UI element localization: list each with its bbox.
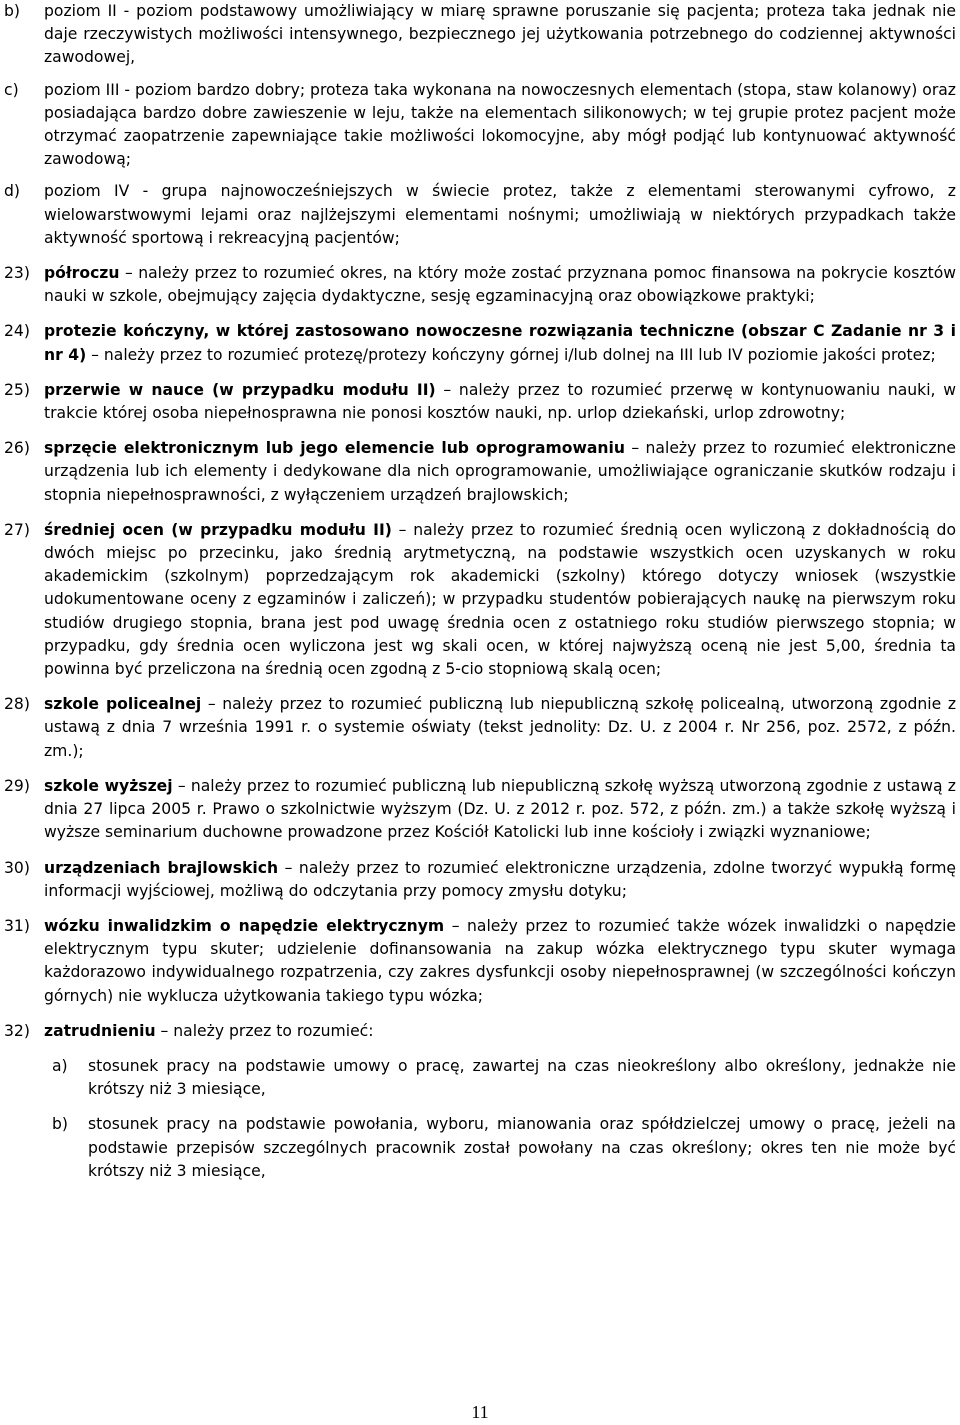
list-item <box>4 0 956 70</box>
definition-text: poziom II - poziom podstawowy umożliwiający w miarę sprawne poruszanie się pacjenta; proteza taka jednak nie daje rzeczywistych możliwości intensywnego, bezpiecznego jej użytkowania potrzebnego do codziennej aktywności zawodowej, <box>44 2 956 67</box>
defined-term: szkole wyższej <box>44 776 173 795</box>
list-item <box>4 79 956 172</box>
list-item <box>4 180 956 250</box>
list-item-number: 24) <box>4 322 30 341</box>
defined-term: protezie kończyny, w której zastosowano nowoczesne rozwiązania techniczne (obszar C Zadanie nr 3 i nr 4) <box>44 322 956 364</box>
list-item <box>4 519 956 681</box>
definition-list <box>4 0 956 1183</box>
list-item-number: 30) <box>4 858 30 877</box>
definition-text: poziom III - poziom bardzo dobry; proteza taka wykonana na nowoczesnych elementach (stopa, staw kolanowy) oraz posiadająca bardzo dobre zawieszenie w leju, także na elementach silikonowych; w tej grupie protez pacjent może otrzymać zaopatrzenie zapewniające takie możliwości lokomocyjne, aby mógł podjąć lub kontynuować aktywność zawodową; <box>44 80 956 169</box>
list-item-number: c) <box>4 80 19 99</box>
defined-term: zatrudnieniu <box>44 1021 156 1040</box>
page-number: 11 <box>471 1402 489 1422</box>
list-item-text <box>44 379 956 425</box>
definition-text: – należy przez to rozumieć publiczną lub niepubliczną szkołę policealną, utworzoną zgodnie z ustawą z dnia 7 września 1991 r. o systemie oświaty (tekst jednolity: Dz. U. z 2004 r. Nr 256, poz. 2572, z późn. zm.); <box>44 695 956 760</box>
list-item-text <box>44 180 956 250</box>
list-item-number: d) <box>4 182 20 201</box>
list-item-text <box>44 320 956 366</box>
list-item-text <box>44 519 956 681</box>
list-item-number: b) <box>4 2 20 20</box>
list-item <box>4 379 956 425</box>
list-item <box>4 437 956 507</box>
definition-text: stosunek pracy na podstawie powołania, wyboru, mianowania oraz spółdzielczej umowy o pracę, jeżeli na podstawie przepisów szczególnych pracownik został powołany na czas określony; okres ten nie może być krótszy niż 3 miesiące, <box>88 1115 956 1180</box>
definition-text: – należy przez to rozumieć elektroniczne urządzenia lub ich elementy i dedykowane dla nich oprogramowanie, umożliwiające ograniczanie skutków rodzaju i stopnia niepełnosprawności, z wyłączeniem urządzeń brajlowskich; <box>44 439 956 504</box>
defined-term: szkole policealnej <box>44 695 202 714</box>
list-item-number: 28) <box>4 695 30 714</box>
list-item-number: 26) <box>4 439 30 458</box>
defined-term: przerwie w nauce (w przypadku modułu II) <box>44 380 436 399</box>
list-item <box>4 320 956 366</box>
defined-term: półroczu <box>44 264 120 283</box>
list-item-text <box>44 693 956 763</box>
list-item-text <box>44 79 956 172</box>
list-item-number: 23) <box>4 264 30 283</box>
defined-term: urządzeniach brajlowskich <box>44 858 279 877</box>
definition-text: – należy przez to rozumieć średnią ocen wyliczoną z dokładnością do dwóch miejsc po przecinku, jako średnią arytmetyczną, na podstawie wszystkich ocen uzyskanych w roku akademickim (szkolnym) poprzedzającym rok akademicki (szkolny) którego dotyczy wniosek (wszystkie udokumentowane oceny z egzaminów i zaliczeń); w przypadku studentów pobierających naukę na pierwszym roku studiów drugiego stopnia, brana jest pod uwagę średnia ocen z ostatniego roku studiów pierwszego stopnia; w przypadku, gdy średnia ocen wyliczona jest wg skali ocen, w której najwyższą oceną nie jest 5,00, średnia ta powinna być przeliczona na średnią ocen zgodną z 5-cio stopniową skalą ocen; <box>44 520 956 679</box>
defined-term: średniej ocen (w przypadku modułu II) <box>44 520 392 539</box>
defined-term: wózku inwalidzkim o napędzie elektrycznym <box>44 916 445 935</box>
list-item-number: 32) <box>4 1021 30 1040</box>
list-item-number: 25) <box>4 380 30 399</box>
defined-term: sprzęcie elektronicznym lub jego elemencie lub oprogramowaniu <box>44 439 625 458</box>
definition-text: poziom IV - grupa najnowocześniejszych w świecie protez, także z elementami sterowanymi cyfrowo, z wielowarstwowymi lejami oraz najlżejszymi elementami nośnymi; umożliwiają w niektórych przypadkach także aktywność sportową i rekreacyjną pacjentów; <box>44 182 956 247</box>
list-item-text <box>44 0 956 70</box>
list-item-text <box>44 437 956 507</box>
list-item <box>4 262 956 308</box>
list-item-number: 29) <box>4 776 30 795</box>
list-item-text <box>44 857 956 903</box>
list-item-text <box>44 1020 956 1043</box>
definition-text: – należy przez to rozumieć protezę/protezy kończyny górnej i/lub dolnej na III lub IV poziomie jakości protez; <box>86 345 936 364</box>
definition-text: – należy przez to rozumieć elektroniczne urządzenia, zdolne tworzyć wypukłą formę informacji wyjściowej, możliwą do odczytania przy pomocy zmysłu dotyku; <box>44 858 956 900</box>
list-item-text <box>88 1113 956 1183</box>
list-item-number: b) <box>52 1115 68 1134</box>
list-item <box>4 775 956 845</box>
list-item-text <box>88 1055 956 1101</box>
sub-list-item <box>4 1055 956 1101</box>
definition-text: – należy przez to rozumieć publiczną lub niepubliczną szkołę wyższą utworzoną zgodnie z ustawą z dnia 27 lipca 2005 r. Prawo o szkolnictwie wyższym (Dz. U. z 2012 r. poz. 572, z późn. zm.) a także szkołę wyższą i wyższe seminarium duchowne prowadzone przez Kościół Katolicki lub inne kościoły i związki wyznaniowe; <box>44 776 956 842</box>
definition-text: – należy przez to rozumieć także wózek inwalidzki o napędzie elektrycznym typu skuter; udzielenie dofinansowania na zakup wózka elektrycznego typu skuter wymaga każdorazowo indywidualnego rozpatrzenia, czy zakres dysfunkcji osoby niepełnosprawnej (w szczególności kończyn górnych) nie wyklucza użytkowania takiego typu wózka; <box>44 916 956 1005</box>
definition-text: – należy przez to rozumieć okres, na który może zostać przyznana pomoc finansowa na pokrycie kosztów nauki w szkole, obejmujący zajęcia dydaktyczne, sesję egzaminacyjną oraz obowiązkowe praktyki; <box>44 264 956 306</box>
list-item <box>4 915 956 1008</box>
definition-text: stosunek pracy na podstawie umowy o pracę, zawartej na czas nieokreślony albo określony, jednakże nie krótszy niż 3 miesiące, <box>88 1056 956 1099</box>
list-item-text <box>44 262 956 308</box>
definition-text: – należy przez to rozumieć: <box>155 1021 374 1040</box>
list-item-text <box>44 775 956 845</box>
sub-list-item <box>4 1113 956 1183</box>
definition-text: – należy przez to rozumieć przerwę w kontynuowaniu nauki, w trakcie której osoba niepełnosprawna nie ponosi kosztów nauki, np. urlop dziekański, urlop zdrowotny; <box>44 380 956 423</box>
list-item-text <box>44 915 956 1008</box>
list-item-number: a) <box>52 1056 68 1075</box>
list-item <box>4 1020 956 1043</box>
list-item-number: 31) <box>4 916 30 935</box>
list-item-number: 27) <box>4 520 30 539</box>
list-item <box>4 857 956 903</box>
list-item <box>4 693 956 763</box>
